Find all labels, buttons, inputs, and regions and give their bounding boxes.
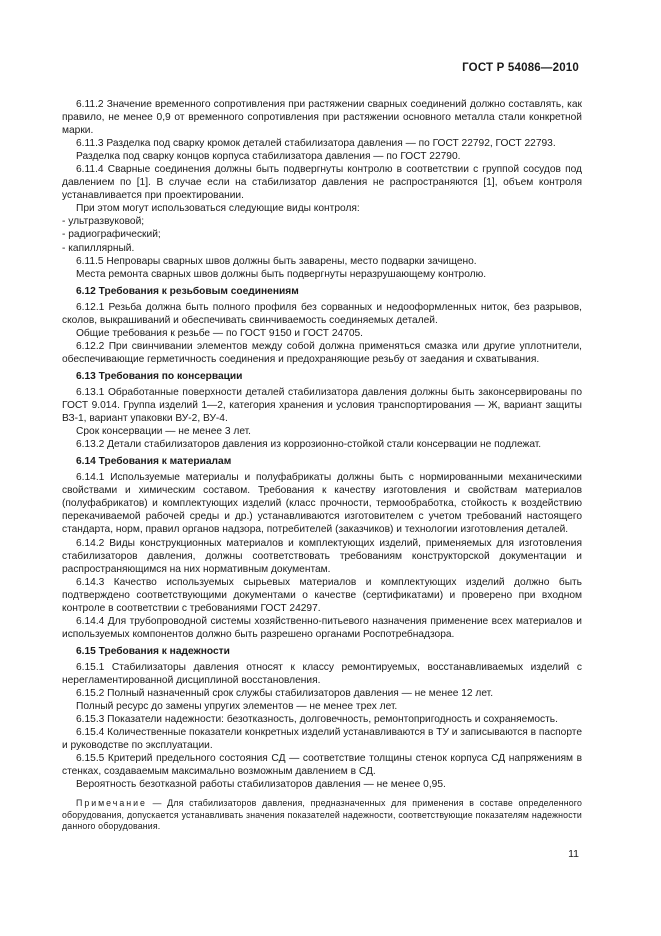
paragraph-6-14-4: 6.14.4 Для трубопроводной системы хозяйственно-питьевого назначения применение всех материалов и используемых компонентов должно быть разрешено органами Роспотребнадзора. xyxy=(62,615,582,640)
note xyxy=(62,798,582,833)
paragraph-6-13-2: 6.13.2 Детали стабилизаторов давления из коррозионно-стойкой стали консервации не подлежат. xyxy=(76,439,542,451)
paragraph-6-15-2: 6.15.2 Полный назначенный срок службы стабилизаторов давления — не менее 12 лет. xyxy=(76,688,494,700)
paragraph-control-types-intro: При этом могут использоваться следующие виды контроля: xyxy=(76,203,360,215)
document-code: ГОСТ Р 54086—2010 xyxy=(462,62,579,74)
heading-6-13: 6.13 Требования по консервации xyxy=(76,370,243,382)
paragraph-6-11-2: 6.11.2 Значение временного сопротивления при растяжении сварных соединений должно составлять, как правило, не менее 0,9 от временного сопротивления при растяжении основного металла стали конкретной марки. xyxy=(62,99,582,137)
paragraph-repair-control: Места ремонта сварных швов должны быть подвергнуты неразрушающему контролю. xyxy=(76,268,487,280)
note-text: — Для стабилизаторов давления, предназначенных для применения в составе определенного оборудования, допускается устанавливать значения показателей надежности, соответствующие показателям надежности данного оборудования. xyxy=(62,798,582,832)
paragraph-6-15-1: 6.15.1 Стабилизаторы давления относят к классу ремонтируемых, восстанавливаемых изделий с нерегламентированной дисциплиной восстановления. xyxy=(62,661,582,686)
paragraph-6-15-4: 6.15.4 Количественные показатели конкретных изделий устанавливаются в ТУ и записываются в паспорте и руководстве по эксплуатации. xyxy=(62,727,582,752)
note-label: Примечание xyxy=(76,798,147,809)
paragraph-6-13-1: 6.13.1 Обработанные поверхности деталей стабилизатора давления должны быть законсервированы по ГОСТ 9.014. Группа изделий 1—2, категория хранения и условия транспортирования — Ж, вариант защиты ВЗ-1, вариант упаковки ВУ-2, ВУ-4. xyxy=(62,386,582,425)
paragraph-conservation-term: Срок консервации — не менее 3 лет. xyxy=(76,426,252,438)
paragraph-6-11-3: 6.11.3 Разделка под сварку кромок деталей стабилизатора давления — по ГОСТ 22792, ГОСТ 22793. xyxy=(76,138,556,150)
paragraph-full-resource: Полный ресурс до замены упругих элементов — не менее трех лет. xyxy=(76,701,398,713)
paragraph-6-15-3: 6.15.3 Показатели надежности: безотказность, долговечность, ремонтопригодность и сохраняемость. xyxy=(76,714,558,726)
document-body xyxy=(62,98,582,842)
paragraph-6-11-4: 6.11.4 Сварные соединения должны быть подвергнуты контролю в соответствии с группой сосудов под давлением по [1]. В случае если на стабилизатор давления не распространяются [1], объем контроля устанавливается при проектировании. xyxy=(62,164,582,202)
paragraph-pipe-ends: Разделка под сварку концов корпуса стабилизатора давления — по ГОСТ 22790. xyxy=(76,151,461,163)
paragraph-6-14-2: 6.14.2 Виды конструкционных материалов и комплектующих изделий, применяемых для изготовления стабилизаторов давления, должны соответствовать требованиям конструкторской документации и распространяющимся на них нормативным документам. xyxy=(62,537,582,575)
paragraph-6-14-3: 6.14.3 Качество используемых сырьевых материалов и комплектующих изделий должно быть подтверждено соответствующими документами о качестве (сертификатами) и проверено при входном контроле в соответствии с требованиями ГОСТ 24297. xyxy=(62,576,582,614)
paragraph-thread-general: Общие требования к резьбе — по ГОСТ 9150 и ГОСТ 24705. xyxy=(76,327,364,339)
paragraph-6-12-1: 6.12.1 Резьба должна быть полного профиля без сорванных и недооформленных ниток, без разрывов, сколов, выкрашиваний и обеспечивать свинчиваемость соединяемых деталей. xyxy=(62,301,582,326)
list-item-capillary: - капиллярный. xyxy=(62,242,135,254)
paragraph-6-11-5: 6.11.5 Непровары сварных швов должны быть заварены, место подварки зачищено. xyxy=(76,255,477,267)
paragraph-6-15-5: 6.15.5 Критерий предельного состояния СД — соответствие толщины стенок корпуса СД напряжениям в стенках, создаваемым максимально возможным давлением в СД. xyxy=(62,753,582,778)
heading-6-14: 6.14 Требования к материалам xyxy=(76,456,232,468)
paragraph-reliability-probability: Вероятность безотказной работы стабилизаторов давления — не менее 0,95. xyxy=(76,779,446,791)
list-item-ultrasonic: - ультразвуковой; xyxy=(62,216,145,228)
paragraph-6-12-2: 6.12.2 При свинчивании элементов между собой должна применяться смазка или другие уплотнители, обеспечивающие герметичность соединения и предохраняющие резьбу от заедания и схватывания. xyxy=(62,340,582,365)
heading-6-12: 6.12 Требования к резьбовым соединениям xyxy=(76,285,299,297)
page-number: 11 xyxy=(568,848,579,860)
paragraph-6-14-1: 6.14.1 Используемые материалы и полуфабрикаты должны быть с нормированными механическими свойствами и химическим составом. Требования к качеству изготовления и свойствам материалов (полуфабрикатов) и комплектующих изделий (класс прочности, термообработка, стойкость к воздействию перекачиваемой рабочей среды и др.) устанавливаются изготовителем с учетом требований настоящего стандарта, норм, правил органов надзора, потребителей (заказчиков) и технологии изготовления деталей. xyxy=(62,472,582,536)
heading-6-15: 6.15 Требования к надежности xyxy=(76,645,230,657)
list-item-radiographic: - радиографический; xyxy=(62,229,161,241)
